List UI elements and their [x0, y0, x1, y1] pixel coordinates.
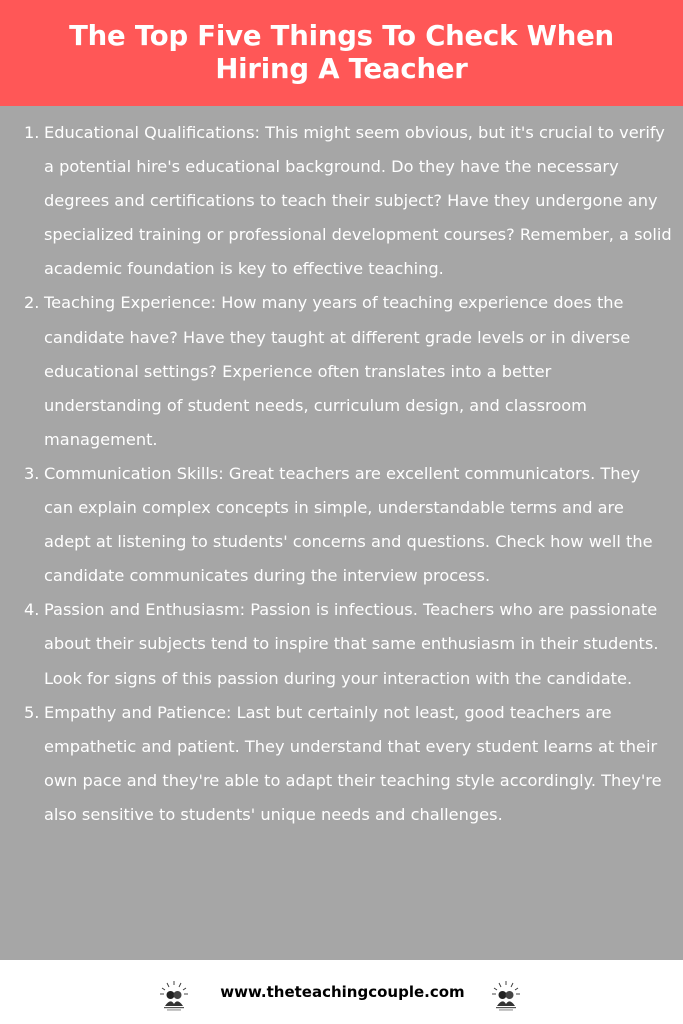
footer	[0, 960, 683, 1024]
item-text: Passion and Enthusiasm: Passion is infectious. Teachers who are passionate about their subjects tend to inspire that same enthusiasm in their students. Look for signs of this passion during your interaction with the candidate.	[44, 600, 659, 688]
item-text: Teaching Experience: How many years of teaching experience does the candidate have? Have they taught at different grade levels or in diverse educational settings? Experience often translates into a better understanding of student needs, curriculum design, and classroom management.	[44, 293, 631, 449]
list-item	[0, 593, 683, 695]
item-text: Educational Qualifications: This might seem obvious, but it's crucial to verify a potential hire's educational background. Do they have the necessary degrees and certifications to teach their subject? Have they undergone any specialized training or professional development courses? Remember, a solid academic foundation is key to effective teaching.	[44, 123, 672, 279]
title-line-1: The Top Five Things To Check When	[69, 20, 614, 52]
page-title	[22, 20, 662, 86]
list-item	[0, 696, 683, 832]
content-panel	[0, 106, 683, 960]
list-item	[0, 116, 683, 286]
title-line-2: Hiring A Teacher	[215, 53, 468, 85]
item-number: 1.	[24, 123, 40, 142]
list-item	[0, 457, 683, 593]
item-number: 3.	[24, 463, 40, 483]
item-text: Empathy and Patience: Last but certainly not least, good teachers are empathetic and patient. They understand that every student learns at their own pace and they're able to adapt their teaching style accordingly. They're also sensitive to students' unique needs and challenges.	[44, 702, 662, 824]
item-text: Communication Skills: Great teachers are excellent communicators. They can explain complex concepts in simple, understandable terms and are adept at listening to students' concerns and questions. Check how well the candidate communicates during the interview process.	[44, 463, 653, 586]
checklist	[0, 106, 683, 832]
item-number: 5.	[24, 702, 40, 722]
teaching-couple-logo-icon	[158, 980, 190, 1012]
website-link[interactable]: www.theteachingcouple.com	[220, 983, 465, 1001]
item-number: 4.	[24, 600, 40, 620]
list-item	[0, 286, 683, 456]
title-banner	[0, 0, 683, 106]
teaching-couple-logo-icon	[490, 980, 522, 1012]
item-number: 2.	[24, 293, 40, 313]
